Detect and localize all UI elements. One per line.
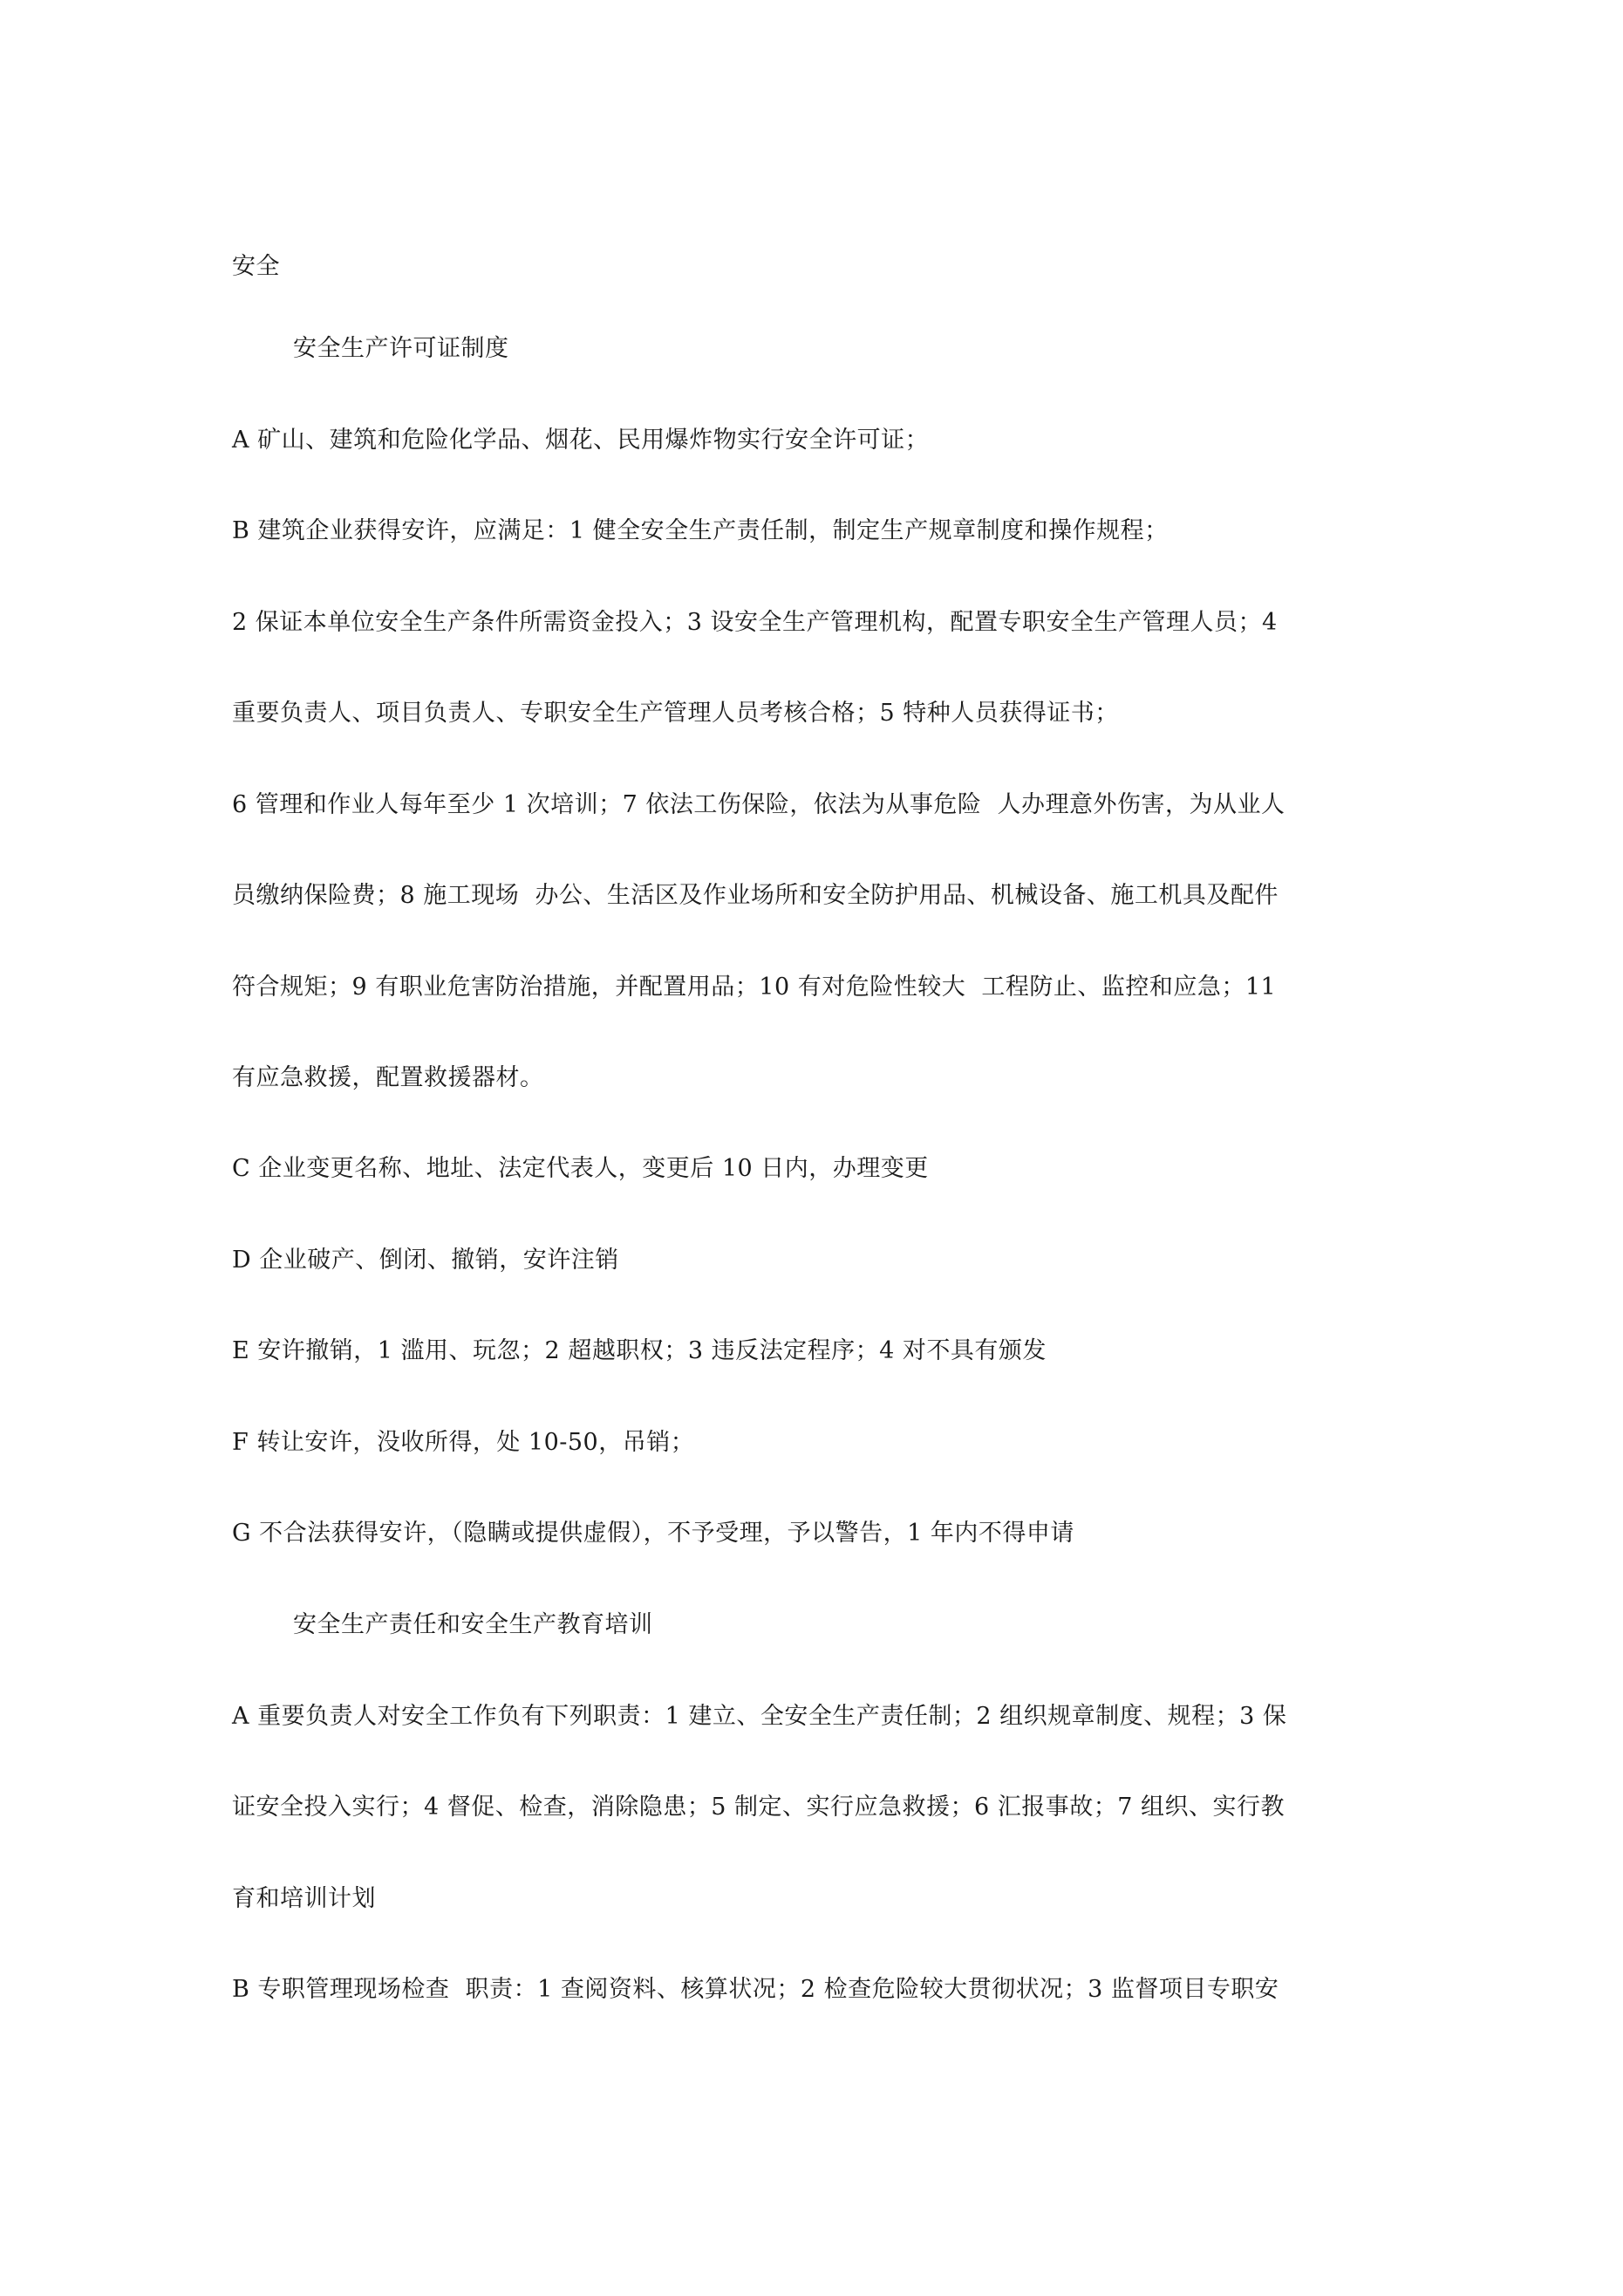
- section-heading: 安全生产责任和安全生产教育培训: [293, 1611, 653, 1638]
- paragraph-line: 证安全投入实行；4 督促、检查，消除隐患；5 制定、实行应急救援；6 汇报事故；7 组织、实行教: [232, 1794, 1285, 1821]
- paragraph-line: 重要负责人、项目负责人、专职安全生产管理人员考核合格；5 特种人员获得证书；: [232, 700, 1119, 727]
- paragraph-line: A 重要负责人对安全工作负有下列职责：1 建立、全安全生产责任制；2 组织规章制度、规程；3 保: [232, 1703, 1287, 1730]
- paragraph-line: 6 管理和作业人每年至少 1 次培训；7 依法工伤保险，依法为从事危险 人办理意外伤害，为从业人: [232, 791, 1285, 818]
- paragraph-line: G 不合法获得安许，（隐瞒或提供虚假），不予受理，予以警告，1 年内不得申请: [232, 1520, 1074, 1547]
- paragraph-line: C 企业变更名称、地址、法定代表人，变更后 10 日内，办理变更: [232, 1155, 929, 1182]
- paragraph-line: B 建筑企业获得安许，应满足：1 健全安全生产责任制，制定生产规章制度和操作规程；: [232, 517, 1169, 544]
- paragraph-line: D 企业破产、倒闭、撤销，安许注销: [232, 1247, 619, 1274]
- paragraph-line: 有应急救援，配置救援器材。: [232, 1064, 544, 1091]
- paragraph-line: B 专职管理现场检查 职责：1 查阅资料、核算状况；2 检查危险较大贯彻状况；3 监督项目专职安: [232, 1976, 1279, 2003]
- section-heading: 安全生产许可证制度: [293, 335, 509, 362]
- paragraph-line: 2 保证本单位安全生产条件所需资金投入；3 设安全生产管理机构，配置专职安全生产管理人员；4: [232, 609, 1278, 636]
- paragraph-line: F 转让安许，没收所得，处 10-50，吊销；: [232, 1429, 695, 1456]
- document-title: 安全: [232, 253, 280, 280]
- paragraph-line: 员缴纳保险费；8 施工现场 办公、生活区及作业场所和安全防护用品、机械设备、施工机具及配件: [232, 882, 1279, 909]
- paragraph-line: 符合规矩；9 有职业危害防治措施，并配置用品；10 有对危险性较大 工程防止、监控和应急；11: [232, 974, 1277, 1001]
- paragraph-line: 育和培训计划: [232, 1885, 376, 1912]
- paragraph-line: E 安许撤销，1 滥用、玩忽；2 超越职权；3 违反法定程序；4 对不具有颁发: [232, 1337, 1047, 1364]
- paragraph-line: A 矿山、建筑和危险化学品、烟花、民用爆炸物实行安全许可证；: [232, 427, 930, 454]
